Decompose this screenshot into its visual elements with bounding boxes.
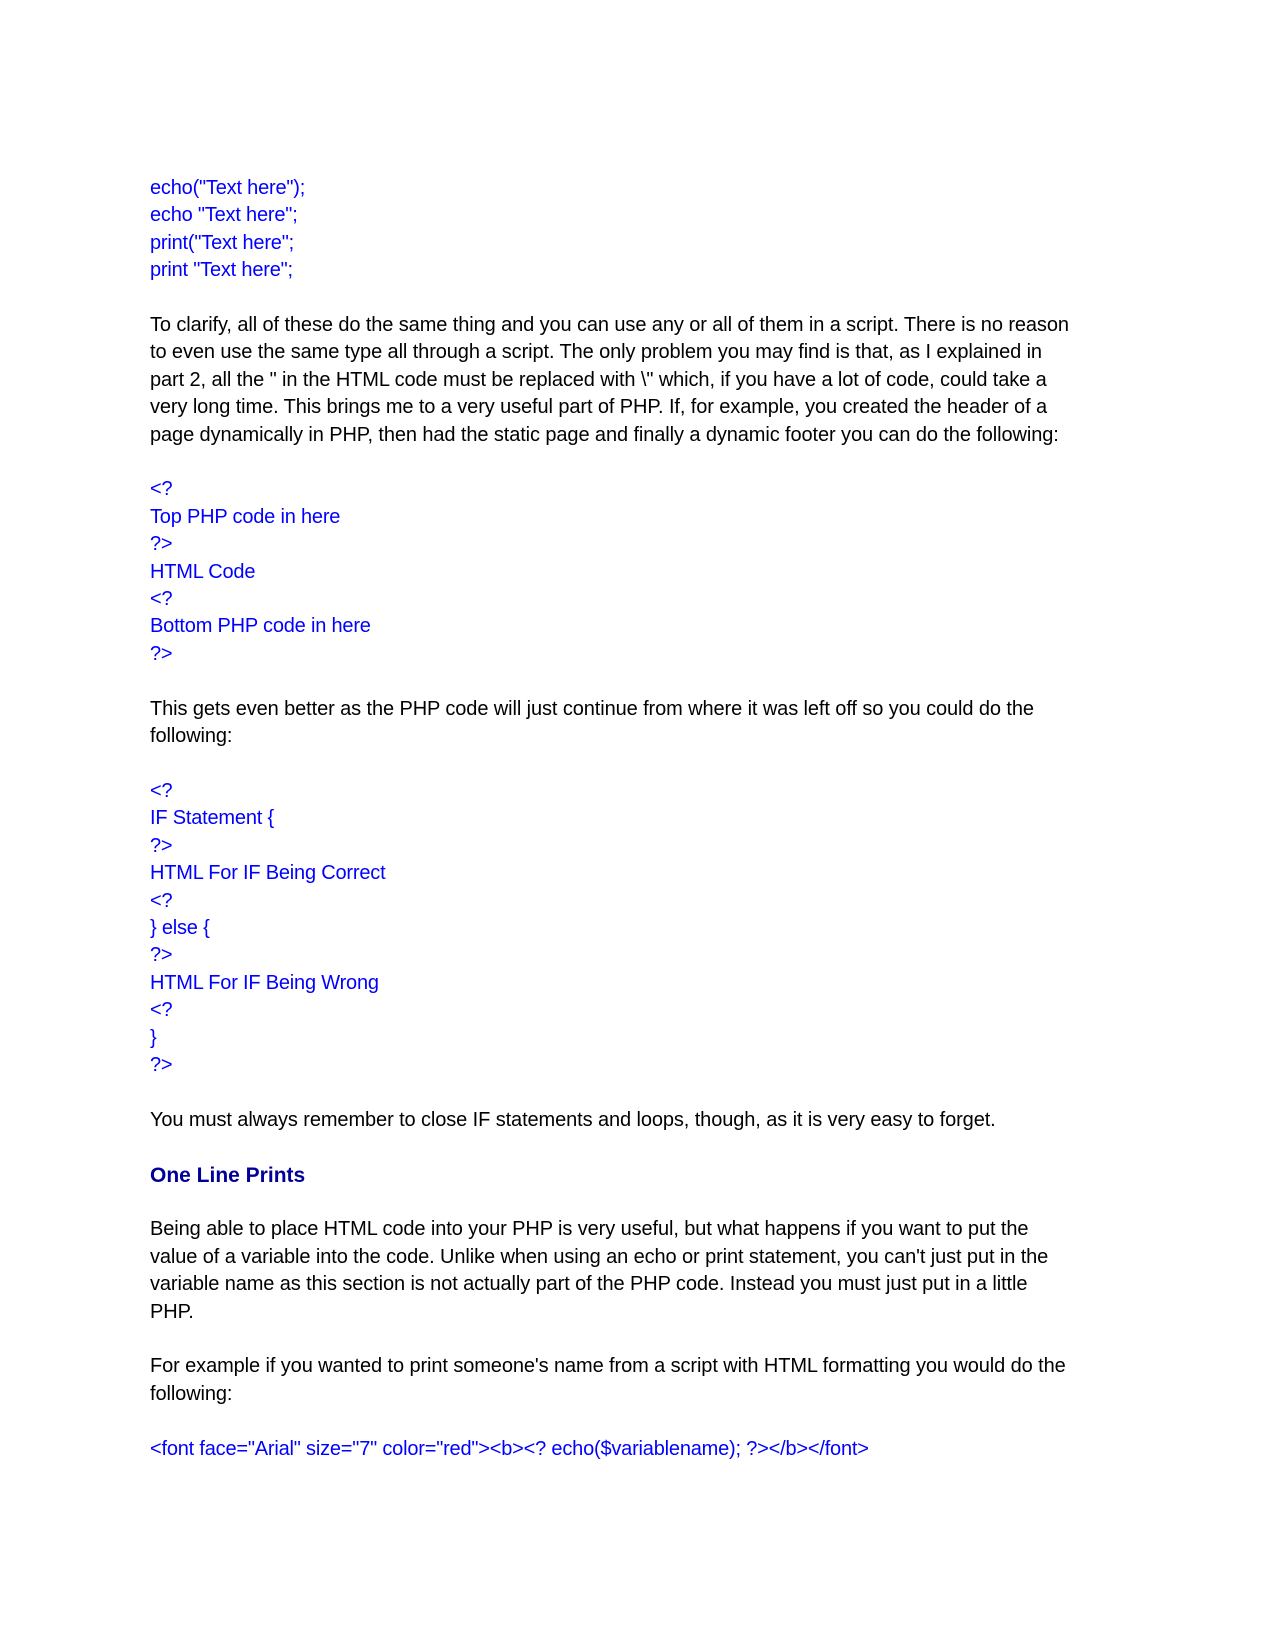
paragraph-remember xyxy=(150,1107,1130,1134)
text-line: very long time. This brings me to a very useful part of PHP. If, for example, you created the header of a xyxy=(150,396,1048,419)
code-line: HTML For IF Being Correct xyxy=(150,862,386,885)
code-line: ?> xyxy=(150,642,173,665)
code-line: <font face="Arial" size="7" color="red"><b><? echo($variablename); ?></b></font> xyxy=(150,1437,869,1460)
spacer xyxy=(150,750,1130,777)
spacer xyxy=(150,449,1130,476)
paragraph-even-better xyxy=(150,696,1130,751)
spacer xyxy=(150,285,1130,312)
text-line: Being able to place HTML code into your PHP is very useful, but what happens if you want to put the xyxy=(150,1218,1029,1241)
spacer xyxy=(150,1189,1130,1216)
code-line: print("Text here"; xyxy=(150,231,294,254)
spacer xyxy=(150,668,1130,695)
code-line: ?> xyxy=(150,834,173,857)
code-line: ?> xyxy=(150,944,173,967)
text-line: You must always remember to close IF statements and loops, though, as it is very easy to forget. xyxy=(150,1108,996,1131)
code-line: } else { xyxy=(150,916,210,939)
spacer xyxy=(150,1326,1130,1353)
text-line: This gets even better as the PHP code will just continue from where it was left off so you could do the xyxy=(150,697,1034,720)
code-line: <? xyxy=(150,889,173,912)
paragraph-clarify xyxy=(150,312,1130,449)
text-line: to even use the same type all through a script. The only problem you may find is that, as I explained in xyxy=(150,341,1042,364)
code-line: echo("Text here"); xyxy=(150,177,306,199)
code-block-php-html-php xyxy=(150,476,1130,668)
code-line: Bottom PHP code in here xyxy=(150,615,371,638)
code-line: HTML For IF Being Wrong xyxy=(150,971,379,994)
code-line: <? xyxy=(150,588,173,611)
code-line: } xyxy=(150,1026,157,1049)
code-line: echo "Text here"; xyxy=(150,204,298,227)
code-line: <? xyxy=(150,478,173,501)
section-heading: One Line Prints xyxy=(150,1163,306,1187)
text-line: following: xyxy=(150,1382,233,1405)
code-block-echo-print xyxy=(150,175,1130,285)
code-line: <? xyxy=(150,999,173,1022)
document-page xyxy=(150,175,1130,1463)
code-line: ?> xyxy=(150,533,173,556)
text-line: variable name as this section is not actually part of the PHP code. Instead you must just put in a little xyxy=(150,1273,1028,1296)
spacer xyxy=(150,1134,1130,1161)
code-line: ?> xyxy=(150,1053,173,1076)
code-line: HTML Code xyxy=(150,560,256,583)
code-line: IF Statement { xyxy=(150,807,274,830)
text-line: page dynamically in PHP, then had the static page and finally a dynamic footer you can do the following: xyxy=(150,423,1059,446)
code-block-font-echo xyxy=(150,1436,1130,1463)
text-line: For example if you wanted to print someone's name from a script with HTML formatting you would do the xyxy=(150,1355,1066,1378)
spacer xyxy=(150,1079,1130,1106)
text-line: To clarify, all of these do the same thing and you can use any or all of them in a script. There is no reason xyxy=(150,314,1069,337)
text-line: part 2, all the " in the HTML code must be replaced with \" which, if you have a lot of code, could take a xyxy=(150,368,1047,391)
code-line: <? xyxy=(150,779,173,802)
text-line: value of a variable into the code. Unlike when using an echo or print statement, you can't just put in the xyxy=(150,1245,1049,1268)
text-line: following: xyxy=(150,725,233,748)
code-line: Top PHP code in here xyxy=(150,505,341,528)
text-line: PHP. xyxy=(150,1300,194,1323)
paragraph-placing-html xyxy=(150,1216,1130,1326)
spacer xyxy=(150,1408,1130,1435)
code-line: print "Text here"; xyxy=(150,259,293,282)
code-block-if-else xyxy=(150,778,1130,1079)
paragraph-for-example xyxy=(150,1353,1130,1408)
